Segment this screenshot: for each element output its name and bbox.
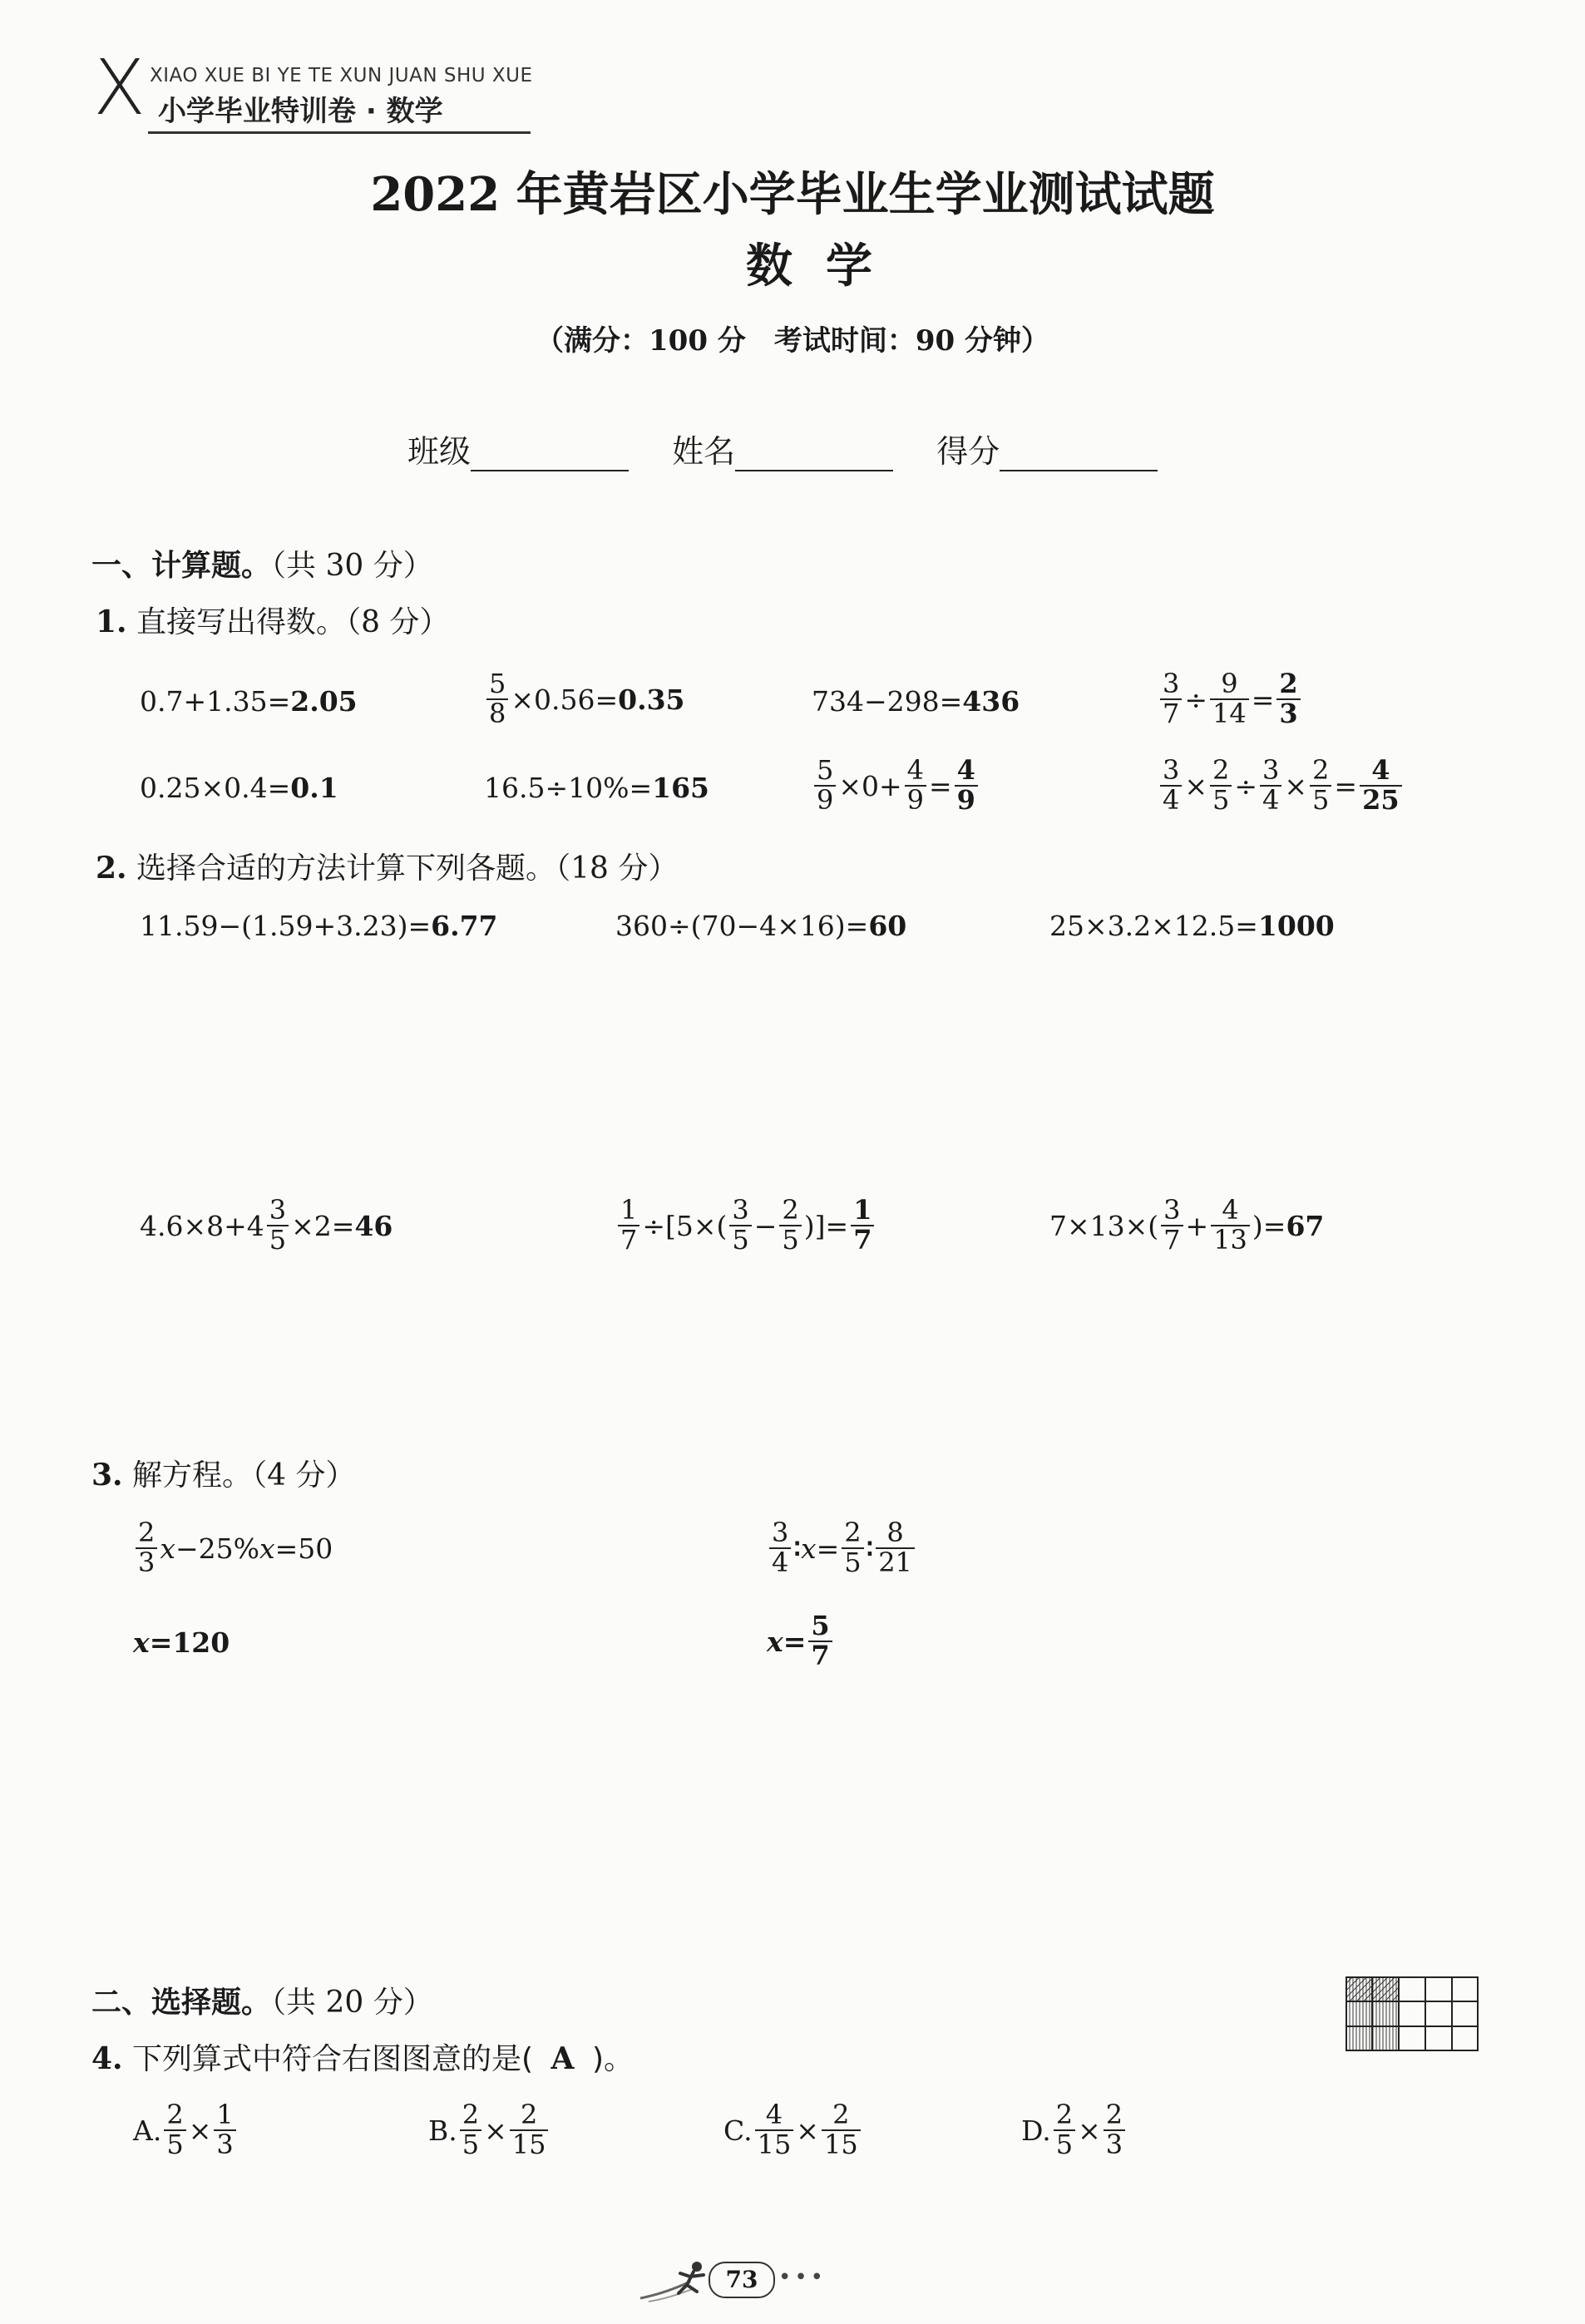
variable-x: x (767, 1625, 783, 1658)
series-pinyin: XIAO XUE BI YE TE XUN JUAN SHU XUE (150, 65, 533, 86)
section-2-heading (91, 1979, 433, 2021)
answer-fraction: $\frac{4}{25}$ (1360, 757, 1402, 814)
q1-expr-8 (1158, 748, 1405, 823)
variable-x: x (800, 1532, 817, 1565)
fraction: $\frac{2}{15}$ (510, 2101, 549, 2159)
question-4 (91, 2035, 634, 2078)
question-3-number: 3. (91, 1458, 123, 1493)
fraction: $\frac{3}{4}$ (769, 1519, 791, 1576)
answer: 2.05 (290, 684, 358, 718)
variable-x: x (259, 1532, 275, 1565)
operator: × (1284, 769, 1308, 802)
ratio-sign: ∶ (866, 1532, 874, 1565)
fraction: $\frac{3}{7}$ (1161, 1197, 1183, 1254)
option-d[interactable] (1021, 2092, 1128, 2169)
answer: 0.1 (290, 771, 338, 804)
q1-expr-7 (812, 748, 980, 823)
fraction: $\frac{2}{3}$ (1104, 2101, 1125, 2159)
option-b[interactable] (428, 2092, 551, 2169)
question-4-text: 下列算式中符合右图图意的是( (132, 2042, 534, 2076)
operator: × (796, 2114, 819, 2147)
q1-expr-1 (140, 672, 358, 730)
question-2-number: 2. (96, 851, 127, 886)
expr-text: 25×3.2×12.5= (1049, 909, 1258, 942)
q1-expr-5 (140, 758, 338, 817)
section-1-points: （共 30 分） (271, 549, 433, 583)
expr-text: =50 (274, 1532, 333, 1565)
answer: 165 (652, 771, 710, 804)
fraction: $\frac{2}{5}$ (1210, 757, 1232, 814)
fraction: $\frac{4}{9}$ (905, 757, 926, 814)
fraction: $\frac{2}{5}$ (164, 2101, 185, 2159)
equals: = (1334, 769, 1358, 802)
expr-text: −25% (175, 1532, 259, 1565)
q2-expr-2 (615, 896, 906, 955)
equals: = (929, 769, 952, 802)
expr-text: 11.59−(1.59+3.23)= (140, 909, 432, 942)
equation-2-answer (767, 1603, 835, 1680)
question-2-text: 选择合适的方法计算下列各题。 (136, 851, 556, 886)
logo-letter: X (93, 43, 146, 132)
q1-expr-6 (484, 758, 709, 817)
score-field[interactable] (1000, 438, 1158, 471)
fraction: $\frac{8}{21}$ (876, 1519, 915, 1576)
answer: 436 (962, 684, 1020, 718)
expr-text: 734−298= (812, 684, 963, 718)
expr-text: 4.6×8+4 (140, 1209, 264, 1242)
decor-dots: ••• (778, 2265, 827, 2290)
section-1-title: 一、计算题。 (91, 549, 272, 583)
expr-text: 0.25×0.4= (140, 771, 291, 804)
equals: = (149, 1626, 173, 1659)
expr-text: )]= (803, 1209, 849, 1242)
exam-info: （满分：100 分 考试时间：90 分钟） (536, 324, 1049, 358)
ratio-sign: ∶ (793, 1532, 801, 1565)
option-label: C. (723, 2114, 753, 2147)
page-footer (632, 2257, 832, 2305)
expr-text: ×0+ (838, 769, 902, 802)
question-1-number: 1. (96, 604, 127, 639)
question-3-points: （4 分） (252, 1458, 356, 1493)
expr-text: )= (1252, 1209, 1286, 1242)
subject-title: 数学 (746, 239, 906, 294)
q1-expr-3 (812, 672, 1020, 730)
section-2-points: （共 20 分） (271, 1986, 433, 2020)
answer: 6.77 (431, 909, 498, 942)
answer: 60 (868, 909, 907, 942)
question-2 (96, 845, 678, 887)
section-1-heading (91, 542, 433, 585)
operator: + (1185, 1209, 1209, 1242)
fraction: $\frac{3}{4}$ (1260, 757, 1281, 814)
name-field[interactable] (735, 438, 893, 471)
question-3-text: 解方程。 (132, 1458, 253, 1493)
fraction: $\frac{1}{7}$ (618, 1197, 639, 1254)
fraction: $\frac{2}{5}$ (1054, 2101, 1075, 2159)
answer-fraction: $\frac{4}{9}$ (955, 757, 978, 814)
series-title: 小学毕业特训卷 · 数学 (158, 95, 443, 128)
fraction: $\frac{3}{7}$ (1160, 670, 1182, 728)
question-4-number: 4. (91, 2041, 123, 2076)
fraction: $\frac{9}{14}$ (1210, 670, 1249, 728)
equals: = (783, 1625, 807, 1658)
fraction: $\frac{5}{9}$ (814, 757, 836, 814)
question-1-points: （8 分） (346, 605, 450, 639)
q2-expr-5 (615, 1187, 876, 1264)
fraction-grid-figure (1346, 1976, 1479, 2051)
expr-text: ×0.56= (511, 683, 619, 716)
name-label: 姓名 (672, 433, 736, 470)
page-title: 2022 年黄岩区小学毕业生学业测试试题 (370, 167, 1215, 222)
fraction: $\frac{4}{13}$ (1211, 1197, 1250, 1254)
fraction: $\frac{2}{5}$ (779, 1197, 801, 1254)
question-4-answer: A (551, 2041, 575, 2076)
answer: 67 (1286, 1209, 1325, 1242)
equation-2 (767, 1510, 917, 1586)
operator: ÷ (1234, 769, 1258, 802)
expr-text: ×2= (291, 1209, 355, 1242)
q1-expr-2 (484, 662, 685, 737)
variable-x: x (160, 1532, 175, 1565)
score-label: 得分 (936, 433, 1000, 470)
class-label: 班级 (407, 433, 472, 470)
option-label: A. (133, 2114, 162, 2147)
q2-expr-4 (140, 1187, 393, 1264)
answer: 0.35 (618, 683, 685, 716)
expr-text: 7×13×( (1049, 1209, 1159, 1242)
page-number: 73 (709, 2262, 775, 2298)
q2-expr-1 (140, 896, 498, 955)
expr-text: 16.5÷10%= (484, 771, 653, 804)
expr-text: 0.7+1.35= (140, 684, 291, 718)
answer: 1000 (1257, 909, 1335, 942)
question-2-points: （18 分） (555, 851, 679, 886)
fraction: $\frac{2}{5}$ (1310, 757, 1331, 814)
option-a[interactable] (133, 2092, 239, 2169)
operator: ÷ (1184, 683, 1208, 716)
operator: − (753, 1209, 778, 1242)
answer-fraction: $\frac{2}{3}$ (1276, 670, 1300, 728)
question-4-text-end: )。 (591, 2042, 634, 2076)
q2-expr-3 (1049, 896, 1335, 955)
answer: 120 (172, 1626, 230, 1659)
option-label: D. (1021, 2114, 1051, 2147)
student-info (407, 426, 1191, 471)
option-c[interactable] (723, 2092, 863, 2169)
fraction: $\frac{3}{5}$ (729, 1197, 751, 1254)
expr-text: ÷[5×( (642, 1209, 728, 1242)
fraction: $\frac{2}{15}$ (822, 2101, 861, 2159)
fraction: $\frac{2}{5}$ (460, 2101, 481, 2159)
fraction: $\frac{5}{8}$ (486, 670, 508, 728)
answer: 46 (354, 1209, 393, 1242)
header-divider (148, 131, 531, 134)
option-label: B. (428, 2114, 457, 2147)
question-1-text: 直接写出得数。 (136, 605, 347, 639)
expr-text: 360÷(70−4×16)= (615, 909, 869, 942)
fraction: $\frac{3}{5}$ (267, 1197, 289, 1254)
q1-expr-4 (1158, 662, 1303, 737)
fraction: $\frac{2}{3}$ (136, 1519, 157, 1576)
equals: = (1251, 683, 1275, 716)
fraction: $\frac{3}{4}$ (1160, 757, 1182, 814)
answer-fraction: $\frac{1}{7}$ (851, 1197, 874, 1254)
operator: × (1078, 2114, 1101, 2147)
operator: × (188, 2114, 212, 2147)
variable-x: x (133, 1626, 150, 1659)
question-1 (96, 599, 449, 641)
class-field[interactable] (471, 438, 629, 471)
fraction: $\frac{2}{5}$ (842, 1519, 863, 1576)
answer-fraction: $\frac{5}{7}$ (808, 1612, 832, 1670)
question-3 (91, 1452, 355, 1494)
operator: × (1184, 769, 1208, 802)
equation-1 (133, 1510, 333, 1586)
fraction: $\frac{4}{15}$ (755, 2101, 794, 2159)
section-2-title: 二、选择题。 (91, 1986, 272, 2020)
fraction: $\frac{1}{3}$ (214, 2101, 235, 2159)
equals: = (816, 1532, 840, 1565)
operator: × (484, 2114, 507, 2147)
equation-1-answer (133, 1613, 230, 1671)
runner-icon (632, 2257, 715, 2305)
q2-expr-6 (1049, 1187, 1324, 1264)
